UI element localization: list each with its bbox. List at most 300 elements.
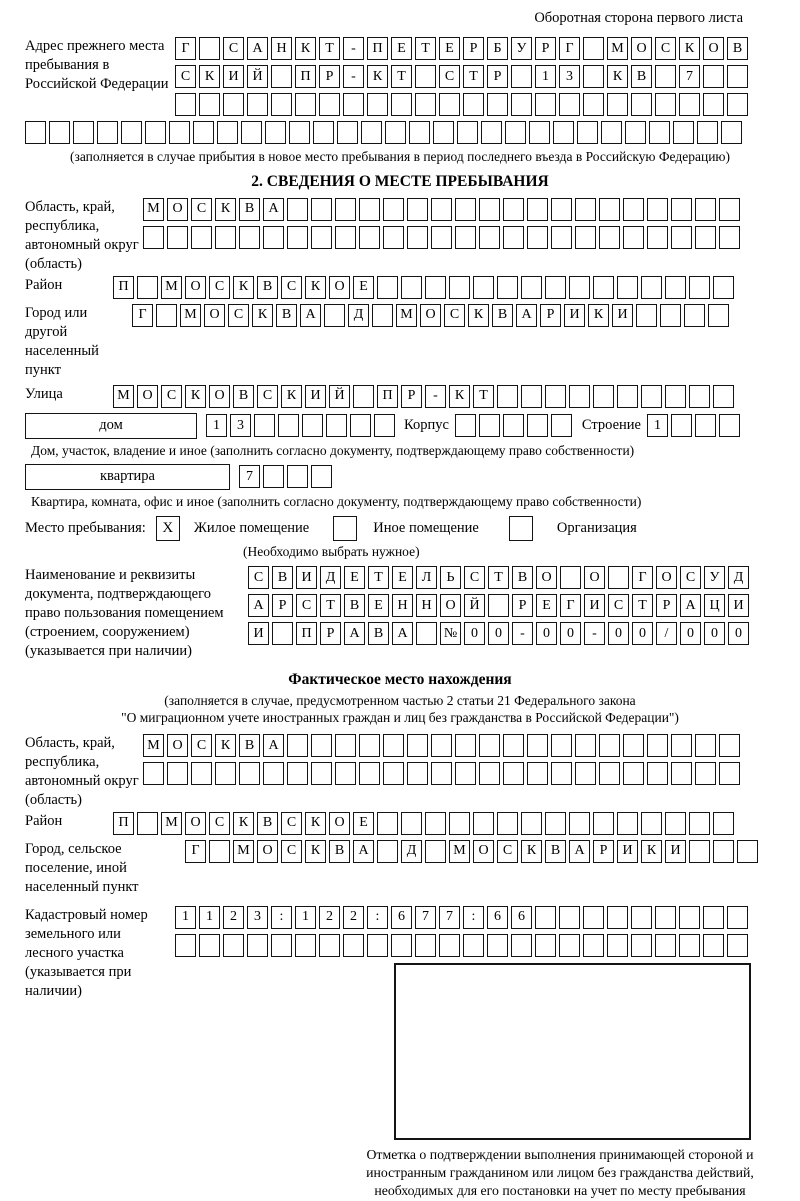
field-label: Район xyxy=(25,812,63,829)
char-cell: П xyxy=(295,65,316,88)
char-cell xyxy=(263,226,284,249)
char-cell xyxy=(156,304,177,327)
char-cell xyxy=(191,226,212,249)
char-cell xyxy=(343,934,364,957)
house-type-box: дом xyxy=(25,413,197,439)
char-cell: Т xyxy=(488,566,509,589)
char-cell xyxy=(372,304,393,327)
char-cell xyxy=(671,762,692,785)
char-cell: : xyxy=(271,906,292,929)
char-cell xyxy=(449,812,470,835)
char-cell xyxy=(479,226,500,249)
char-cell xyxy=(137,812,158,835)
char-cell: С xyxy=(248,566,269,589)
char-row-full-width xyxy=(25,121,775,144)
char-cell: У xyxy=(511,37,532,60)
char-cell: О xyxy=(167,198,188,221)
char-cell xyxy=(289,121,310,144)
char-cell: К xyxy=(521,840,542,863)
char-cell: X xyxy=(156,516,180,541)
char-cell: 1 xyxy=(295,906,316,929)
char-cell: Д xyxy=(401,840,422,863)
char-cell xyxy=(335,226,356,249)
korpus-label: Корпус xyxy=(404,417,449,434)
char-cell xyxy=(671,226,692,249)
char-cell xyxy=(209,840,230,863)
char-cell: Р xyxy=(320,622,341,645)
char-cell xyxy=(385,121,406,144)
char-cell xyxy=(359,762,380,785)
char-cell xyxy=(583,93,604,116)
char-cell xyxy=(287,226,308,249)
char-cell xyxy=(551,414,572,437)
field-cadastral-number xyxy=(25,906,775,999)
char-cell xyxy=(377,840,398,863)
char-cell xyxy=(575,734,596,757)
char-row xyxy=(113,812,734,835)
char-cell: С xyxy=(281,276,302,299)
char-cell xyxy=(463,934,484,957)
char-cell xyxy=(695,762,716,785)
field-label: Область, край, республика, автономный округ (область) xyxy=(25,735,139,808)
char-cell: О xyxy=(329,276,350,299)
char-cell xyxy=(719,414,740,437)
char-cell: В xyxy=(239,198,260,221)
char-cell: О xyxy=(631,37,652,60)
char-cell xyxy=(278,414,299,437)
char-cell xyxy=(703,934,724,957)
char-cell xyxy=(415,934,436,957)
char-cell: Г xyxy=(185,840,206,863)
char-row xyxy=(132,304,729,380)
char-row xyxy=(143,762,740,785)
char-cell xyxy=(335,734,356,757)
char-cell: М xyxy=(113,385,134,408)
char-cell xyxy=(623,198,644,221)
char-cell: - xyxy=(512,622,533,645)
char-cell: 1 xyxy=(206,414,227,437)
char-cell: Й xyxy=(464,594,485,617)
char-cell xyxy=(457,121,478,144)
char-cell xyxy=(727,934,748,957)
char-cell xyxy=(407,226,428,249)
char-cell xyxy=(727,65,748,88)
char-cell xyxy=(479,198,500,221)
char-cell: Й xyxy=(247,65,268,88)
char-cell xyxy=(49,121,70,144)
char-cell xyxy=(655,65,676,88)
char-cell xyxy=(409,121,430,144)
char-cell: Р xyxy=(487,65,508,88)
char-cell: С xyxy=(228,304,249,327)
apartment-note: Квартира, комната, офис и иное (заполнить согласно документу, подтверждающему право собственности) xyxy=(31,493,642,509)
char-cell xyxy=(689,385,710,408)
char-cell xyxy=(497,812,518,835)
char-cell: О xyxy=(167,734,188,757)
char-cell xyxy=(623,762,644,785)
char-cell: К xyxy=(233,276,254,299)
char-cell xyxy=(425,812,446,835)
char-cell xyxy=(473,812,494,835)
char-cell xyxy=(521,812,542,835)
char-cell: П xyxy=(367,37,388,60)
char-cell xyxy=(503,198,524,221)
char-cell: 7 xyxy=(239,465,260,488)
char-cell: Р xyxy=(540,304,561,327)
char-cell: 0 xyxy=(608,622,629,645)
char-cell xyxy=(649,121,670,144)
char-cell xyxy=(703,65,724,88)
char-cell xyxy=(143,226,164,249)
char-cell: № xyxy=(440,622,461,645)
char-cell xyxy=(527,198,548,221)
char-cell xyxy=(695,226,716,249)
char-cell: К xyxy=(215,198,236,221)
char-cell: П xyxy=(377,385,398,408)
char-cell: О xyxy=(703,37,724,60)
char-cell: Ь xyxy=(440,566,461,589)
char-cell xyxy=(631,906,652,929)
char-cell: 3 xyxy=(247,906,268,929)
field-previous-address xyxy=(25,37,775,116)
char-cell: С xyxy=(223,37,244,60)
char-cell xyxy=(324,304,345,327)
char-cell xyxy=(535,934,556,957)
char-cell xyxy=(287,198,308,221)
char-row xyxy=(248,594,749,617)
char-cell xyxy=(607,906,628,929)
char-cell: С xyxy=(439,65,460,88)
char-cell xyxy=(407,198,428,221)
char-cell xyxy=(641,276,662,299)
char-cell: К xyxy=(607,65,628,88)
char-cell xyxy=(655,93,676,116)
char-cell: И xyxy=(305,385,326,408)
char-cell xyxy=(25,121,46,144)
char-cell xyxy=(487,934,508,957)
char-cell xyxy=(239,762,260,785)
char-cell xyxy=(455,226,476,249)
char-cell xyxy=(503,734,524,757)
char-cell: 0 xyxy=(488,622,509,645)
field-district-2 xyxy=(25,812,775,835)
char-cell xyxy=(655,906,676,929)
char-cell: П xyxy=(113,276,134,299)
field-region-2 xyxy=(25,734,775,810)
char-cell xyxy=(425,276,446,299)
char-cell xyxy=(455,762,476,785)
char-cell xyxy=(673,121,694,144)
char-cell xyxy=(575,762,596,785)
char-cell xyxy=(545,812,566,835)
char-cell xyxy=(713,276,734,299)
char-cell xyxy=(647,762,668,785)
char-cell xyxy=(431,198,452,221)
char-row xyxy=(113,276,734,299)
char-cell xyxy=(617,812,638,835)
char-cell xyxy=(311,198,332,221)
char-cell: С xyxy=(680,566,701,589)
char-cell: М xyxy=(161,276,182,299)
char-cell xyxy=(431,762,452,785)
char-cell xyxy=(708,304,729,327)
char-cell xyxy=(527,226,548,249)
checkbox-organization xyxy=(509,516,533,541)
char-cell xyxy=(559,906,580,929)
char-cell: Д xyxy=(728,566,749,589)
char-cell xyxy=(271,934,292,957)
page-side-note: Оборотная сторона первого листа xyxy=(534,10,743,26)
char-cell: А xyxy=(353,840,374,863)
option-organization-label: Организация xyxy=(556,519,637,536)
char-cell xyxy=(175,93,196,116)
char-cell: О xyxy=(204,304,225,327)
char-cell xyxy=(713,840,734,863)
char-cell: Т xyxy=(415,37,436,60)
char-cell xyxy=(727,906,748,929)
char-cell: А xyxy=(248,594,269,617)
char-cell xyxy=(679,93,700,116)
char-cell: Е xyxy=(536,594,557,617)
char-cell: С xyxy=(257,385,278,408)
char-cell: А xyxy=(344,622,365,645)
char-rows xyxy=(248,566,749,661)
stroenie-cells xyxy=(647,414,740,437)
char-cell xyxy=(199,37,220,60)
char-cell: А xyxy=(569,840,590,863)
char-cell xyxy=(311,762,332,785)
char-cell xyxy=(511,934,532,957)
char-cell xyxy=(479,734,500,757)
char-cell: Е xyxy=(353,276,374,299)
char-cell: М xyxy=(449,840,470,863)
char-cell: С xyxy=(444,304,465,327)
char-cell xyxy=(535,93,556,116)
char-cell: Р xyxy=(319,65,340,88)
char-cell xyxy=(599,762,620,785)
char-cell xyxy=(607,934,628,957)
char-cell xyxy=(383,762,404,785)
char-cell xyxy=(431,734,452,757)
char-cell: В xyxy=(329,840,350,863)
char-cell: М xyxy=(607,37,628,60)
char-cell xyxy=(665,812,686,835)
char-cell: 0 xyxy=(728,622,749,645)
registration-mark-caption: Отметка о подтверждении выполнения принимающей стороной и иностранным гражданином или лицом без гражданства действий, необходимых для его постановки на учет по месту пребывания xyxy=(366,1146,754,1199)
char-cell xyxy=(583,934,604,957)
field-label: Район xyxy=(25,276,63,293)
char-cell xyxy=(479,762,500,785)
char-cell: С xyxy=(608,594,629,617)
char-cell: Т xyxy=(391,65,412,88)
char-cell: В xyxy=(631,65,652,88)
char-cell: 0 xyxy=(464,622,485,645)
char-cell: М xyxy=(161,812,182,835)
char-cell: Т xyxy=(473,385,494,408)
char-cell xyxy=(343,93,364,116)
char-cell: Д xyxy=(320,566,341,589)
char-cell: Г xyxy=(559,37,580,60)
char-row xyxy=(185,840,758,897)
char-cell xyxy=(511,65,532,88)
char-cell xyxy=(481,121,502,144)
char-cell: С xyxy=(175,65,196,88)
char-rows xyxy=(143,734,740,810)
char-cell: Е xyxy=(353,812,374,835)
char-cell xyxy=(439,934,460,957)
char-cell xyxy=(463,93,484,116)
char-cell xyxy=(374,414,395,437)
char-cell xyxy=(647,734,668,757)
char-cell xyxy=(215,762,236,785)
previous-address-note: (заполняется в случае прибытия в новое место пребывания в период последнего въезда в Российскую Федерацию) xyxy=(69,149,731,164)
char-cell xyxy=(401,812,422,835)
char-cell xyxy=(703,906,724,929)
char-cell xyxy=(431,226,452,249)
char-cell xyxy=(599,198,620,221)
char-cell xyxy=(361,121,382,144)
char-cell xyxy=(551,198,572,221)
char-cell xyxy=(553,121,574,144)
char-cell xyxy=(503,762,524,785)
char-cell: А xyxy=(300,304,321,327)
char-cell xyxy=(631,93,652,116)
char-cell xyxy=(433,121,454,144)
char-cell xyxy=(302,414,323,437)
char-cell xyxy=(319,934,340,957)
char-cell xyxy=(695,198,716,221)
char-cell xyxy=(407,762,428,785)
char-cell xyxy=(719,762,740,785)
char-cell xyxy=(137,276,158,299)
char-cell xyxy=(263,762,284,785)
char-cell xyxy=(569,276,590,299)
char-cell xyxy=(401,276,422,299)
char-cell xyxy=(647,198,668,221)
field-label: Область, край, республика, автономный округ (область) xyxy=(25,198,139,272)
char-cell xyxy=(623,226,644,249)
char-rows xyxy=(175,906,748,957)
char-cell: К xyxy=(252,304,273,327)
char-row xyxy=(113,385,734,408)
char-cell xyxy=(377,812,398,835)
char-cell xyxy=(559,93,580,116)
char-cell xyxy=(247,934,268,957)
char-cell xyxy=(311,734,332,757)
char-row xyxy=(143,734,740,757)
char-cell: Г xyxy=(132,304,153,327)
char-row xyxy=(175,906,748,929)
char-cell xyxy=(527,762,548,785)
char-cell xyxy=(511,93,532,116)
char-cell xyxy=(455,414,476,437)
char-cell: Р xyxy=(656,594,677,617)
char-cell xyxy=(583,37,604,60)
char-cell: 1 xyxy=(199,906,220,929)
char-cell xyxy=(575,198,596,221)
char-cell: 0 xyxy=(632,622,653,645)
char-cell: Д xyxy=(348,304,369,327)
char-cell xyxy=(487,93,508,116)
char-cell: К xyxy=(295,37,316,60)
char-cell: 6 xyxy=(391,906,412,929)
char-cell xyxy=(551,762,572,785)
char-cell xyxy=(505,121,526,144)
char-cell: М xyxy=(180,304,201,327)
char-cell xyxy=(223,93,244,116)
char-cell: : xyxy=(367,906,388,929)
char-cell: - xyxy=(425,385,446,408)
char-cell: Г xyxy=(560,594,581,617)
char-row xyxy=(175,65,748,88)
char-cell: В xyxy=(239,734,260,757)
char-cell: Р xyxy=(463,37,484,60)
char-cell xyxy=(143,762,164,785)
char-cell xyxy=(455,198,476,221)
char-cell xyxy=(551,734,572,757)
char-cell xyxy=(599,226,620,249)
char-row xyxy=(175,934,748,957)
char-cell xyxy=(359,734,380,757)
char-cell: С xyxy=(209,276,230,299)
char-cell: С xyxy=(296,594,317,617)
char-cell xyxy=(271,65,292,88)
char-cell: П xyxy=(296,622,317,645)
char-cell xyxy=(391,934,412,957)
char-cell: Б xyxy=(487,37,508,60)
char-cell: И xyxy=(612,304,633,327)
char-cell: Р xyxy=(593,840,614,863)
char-cell: Е xyxy=(392,566,413,589)
char-cell: - xyxy=(343,37,364,60)
char-cell: О xyxy=(584,566,605,589)
char-cell xyxy=(695,414,716,437)
char-cell xyxy=(503,226,524,249)
char-cell xyxy=(727,93,748,116)
char-cell: Г xyxy=(175,37,196,60)
char-cell: К xyxy=(468,304,489,327)
char-cell: У xyxy=(704,566,725,589)
char-cell xyxy=(383,198,404,221)
char-cell: В xyxy=(276,304,297,327)
field-region-1 xyxy=(25,198,775,274)
char-cell: О xyxy=(420,304,441,327)
char-cell xyxy=(311,465,332,488)
char-cell: Т xyxy=(319,37,340,60)
char-cell xyxy=(377,276,398,299)
char-cell: В xyxy=(512,566,533,589)
char-cell: И xyxy=(564,304,585,327)
char-cell: О xyxy=(185,276,206,299)
char-cell: Т xyxy=(632,594,653,617)
actual-location-note-2: "О миграционном учете иностранных граждан и лиц без гражданства в Российской Федерации") xyxy=(121,710,679,726)
field-label: Наименование и реквизиты документа, подтверждающего право пользования помещением (строением, сооружением) (указывается при наличии) xyxy=(25,567,224,660)
char-cell: В xyxy=(727,37,748,60)
char-cell xyxy=(416,622,437,645)
char-cell: М xyxy=(143,198,164,221)
char-cell xyxy=(241,121,262,144)
char-cell xyxy=(695,734,716,757)
char-cell: В xyxy=(233,385,254,408)
char-row xyxy=(248,622,749,645)
char-cell xyxy=(439,93,460,116)
actual-location-note-1: (заполняется в случае, предусмотренном частью 2 статьи 21 Федерального закона xyxy=(164,693,636,709)
char-cell xyxy=(193,121,214,144)
char-cell xyxy=(335,198,356,221)
char-cell xyxy=(272,622,293,645)
char-cell xyxy=(263,465,284,488)
char-cell xyxy=(569,812,590,835)
